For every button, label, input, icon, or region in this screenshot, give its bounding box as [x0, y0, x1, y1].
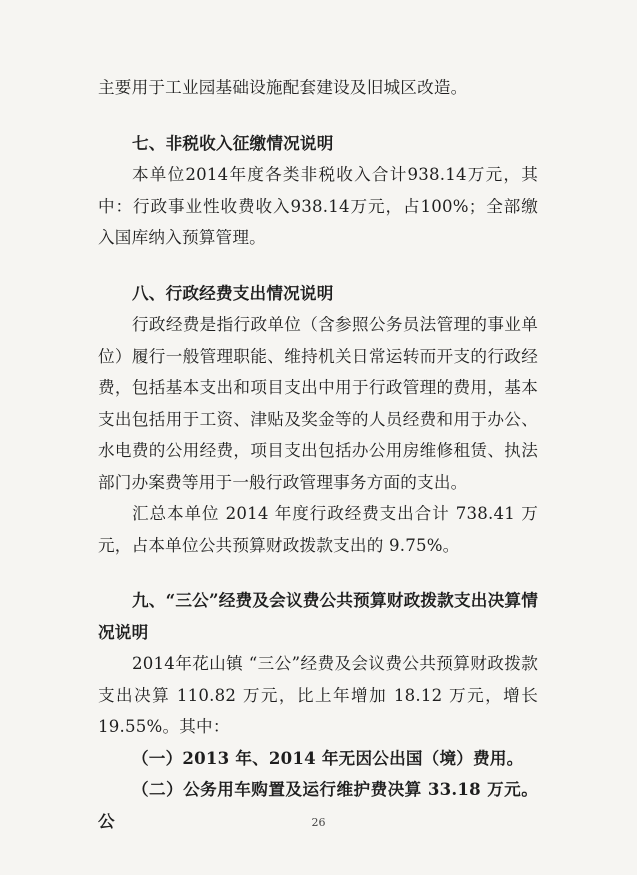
paragraph-continuation: 主要用于工业园基础设施配套建设及旧城区改造。 — [98, 78, 468, 97]
item-one: （一）2013 年、2014 年无因公出国（境）费用。 — [132, 747, 524, 768]
paragraph-nontax-revenue: 本单位2014年度各类非税收入合计938.14万元，其中：行政事业性收费收入938.14万元，占100%；全部缴入国库纳入预算管理。 — [98, 165, 538, 247]
document-body — [98, 72, 538, 837]
heading-section-7: 七、非税收入征缴情况说明 — [132, 132, 334, 153]
paragraph-three-public-expenses: 2014年花山镇 “三公”经费及会议费公共预算财政拨款支出决算 110.82 万元，比上年增加 18.12 万元，增长 19.55%。其中： — [98, 654, 538, 736]
heading-section-8: 八、行政经费支出情况说明 — [132, 282, 334, 303]
page-number: 26 — [311, 816, 326, 829]
paragraph-admin-expense-total: 汇总本单位 2014 年度行政经费支出合计 738.41 万元，占本单位公共预算财政拨款支出的 9.75%。 — [98, 504, 538, 555]
paragraph-admin-expense-definition: 行政经费是指行政单位（含参照公务员法管理的事业单位）履行一般管理职能、维持机关日常运转而开支的行政经费，包括基本支出和项目支出中用于行政管理的费用，基本支出包括用于工资、津贴及奖金等的人员经费和用于办公、水电费的公用经费，项目支出包括办公用房维修租赁、执法部门办案费等用于一般行政管理事务方面的支出。 — [98, 315, 538, 492]
heading-section-9: 九、“三公”经费及会议费公共预算财政拨款支出决算情况说明 — [98, 590, 538, 642]
item-two: （二）公务用车购置及运行维护费决算 33.18 万元。公 — [98, 779, 538, 831]
